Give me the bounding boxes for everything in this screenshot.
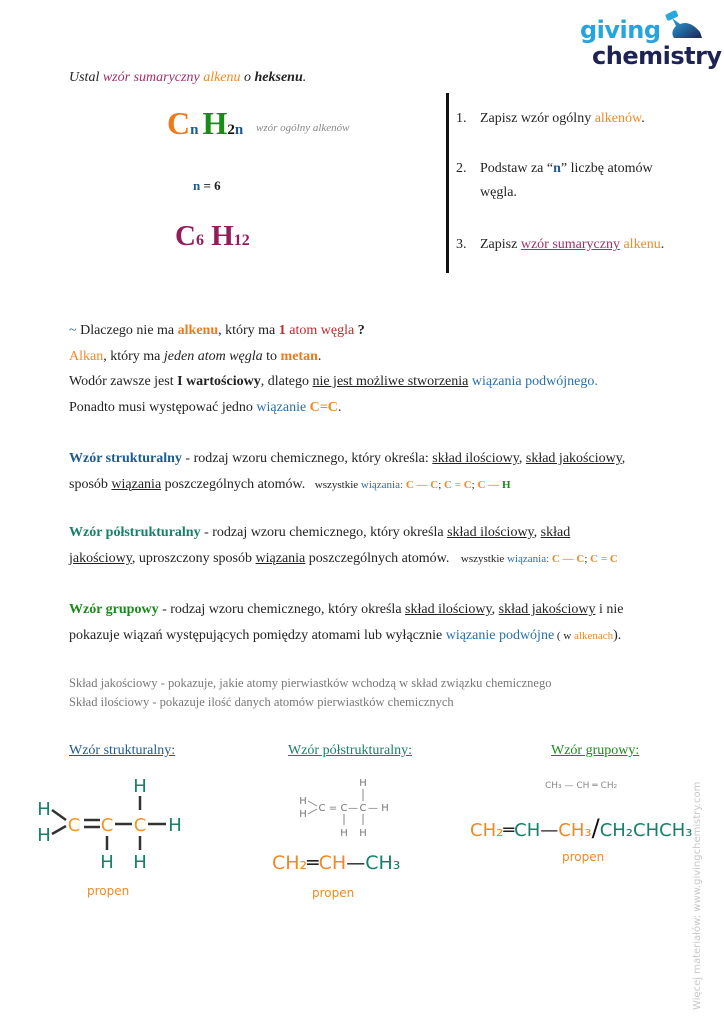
result-formula: C6 H12 [175,220,250,252]
bonds-list: wszystkie wiązania: C — C; C = C [460,553,618,565]
target-compound: heksenu [254,70,303,85]
answer-line-1: Alkan, który ma jeden atom węgla to metan. [69,349,322,364]
atom-c: C [67,815,81,836]
atom-h: H [37,825,51,846]
answer-line-3: Ponadto musi występować jedno wiązanie C=C. [69,400,342,415]
logo-line1: giving [580,16,661,44]
example-semi-title: Wzór półstrukturalny: [288,743,413,758]
svg-text:C: C [340,803,348,814]
atom-c: C [133,815,147,836]
task-statement: Ustal wzór sumaryczny alkenu o heksenu. [69,70,307,85]
svg-text:—: — [348,803,358,814]
glossary-qualitative: Skład jakościowy - pokazuje, jakie atomy pierwiastków wchodzą w skład związku chemicznego [69,676,552,690]
structural-formula-diagram [30,770,200,880]
group-small-formula: CH₃ — CH ═ CH₂ [545,781,618,791]
atom-c: C [100,815,114,836]
atom-h: H [37,799,51,820]
answer-line-2: Wodór zawsze jest I wartościowy, dlatego nie jest możliwe stworzenia wiązania podwójnego. [69,374,598,389]
substitution: n = 6 [193,178,221,193]
giving-chemistry-logo [580,10,722,72]
step-1: 1. Zapisz wzór ogólny alkenów. [456,111,645,126]
highlight-sum-formula: wzór sumaryczny [102,70,200,85]
bonds-list: wszystkie wiązania: C — C; C = C; C — H [314,479,511,491]
flask-icon [660,10,708,42]
svg-text:H: H [299,796,307,807]
svg-text:=: = [328,803,338,814]
svg-text:H: H [299,809,307,820]
svg-text:H: H [359,828,367,839]
atom-h: H [133,776,147,797]
atom-h: H [133,852,147,873]
question-line: ~ Dlaczego nie ma alkenu, który ma 1 atom węgla ? [69,323,365,338]
general-formula: Cn H2n [167,105,244,141]
group-formula: CH₂═CH—CH₃/CH₂CHCH₃ [470,814,693,842]
divider-line [446,93,449,273]
step-2: 2. Podstaw za “n” liczbę atomów węgla. [456,161,653,200]
glossary-quantitative: Skład ilościowy - pokazuje ilość danych atomów pierwiastków chemicznych [69,695,454,709]
svg-text:C: C [318,803,326,814]
semi-structural-formula: CH₂═CH—CH₃ [272,852,401,874]
watermark: Więcej materiałów: www.givingchemistry.com [692,781,703,1010]
definition-semistructural: Wzór półstrukturalny - rodzaj wzoru chemicznego, który określa skład ilościowy, skład jakościowy, uproszczony sposób wiązania poszczególnych atomów. wszystkie wiązania: C — C; C = C [69,525,618,566]
compound-name-semi: propen [312,886,355,900]
atom-h: H [100,852,114,873]
definition-structural: Wzór strukturalny - rodzaj wzoru chemicznego, który określa: skład ilościowy, skład jakościowy, sposób wiązania poszczególnych atomów. wszystkie wiązania: C — C; C = C; C — H [69,451,626,492]
example-structural-title: Wzór strukturalny: [69,743,176,758]
compound-name-structural: propen [87,884,130,898]
general-formula-note: wzór ogólny alkenów [256,122,350,134]
svg-text:C: C [359,803,367,814]
compound-name-group: propen [562,850,605,864]
logo-line2: chemistry [592,42,722,70]
svg-text:H: H [340,828,348,839]
example-group-title: Wzór grupowy: [551,743,640,758]
atom-h: H [168,815,182,836]
definition-group: Wzór grupowy - rodzaj wzoru chemicznego, który określa skład ilościowy, skład jakościowy i nie pokazuje wiązań występujących pomiędzy atomami lub wyłącznie wiązanie podwójne ( w alkenach). [69,602,624,643]
highlight-alkene: alkenu [203,70,241,85]
semi-structural-small-diagram [295,775,395,840]
svg-text:H: H [359,778,367,789]
step-3: 3. Zapisz wzór sumaryczny alkenu. [456,237,665,252]
svg-text:H: H [381,803,389,814]
svg-text:—: — [368,803,378,814]
